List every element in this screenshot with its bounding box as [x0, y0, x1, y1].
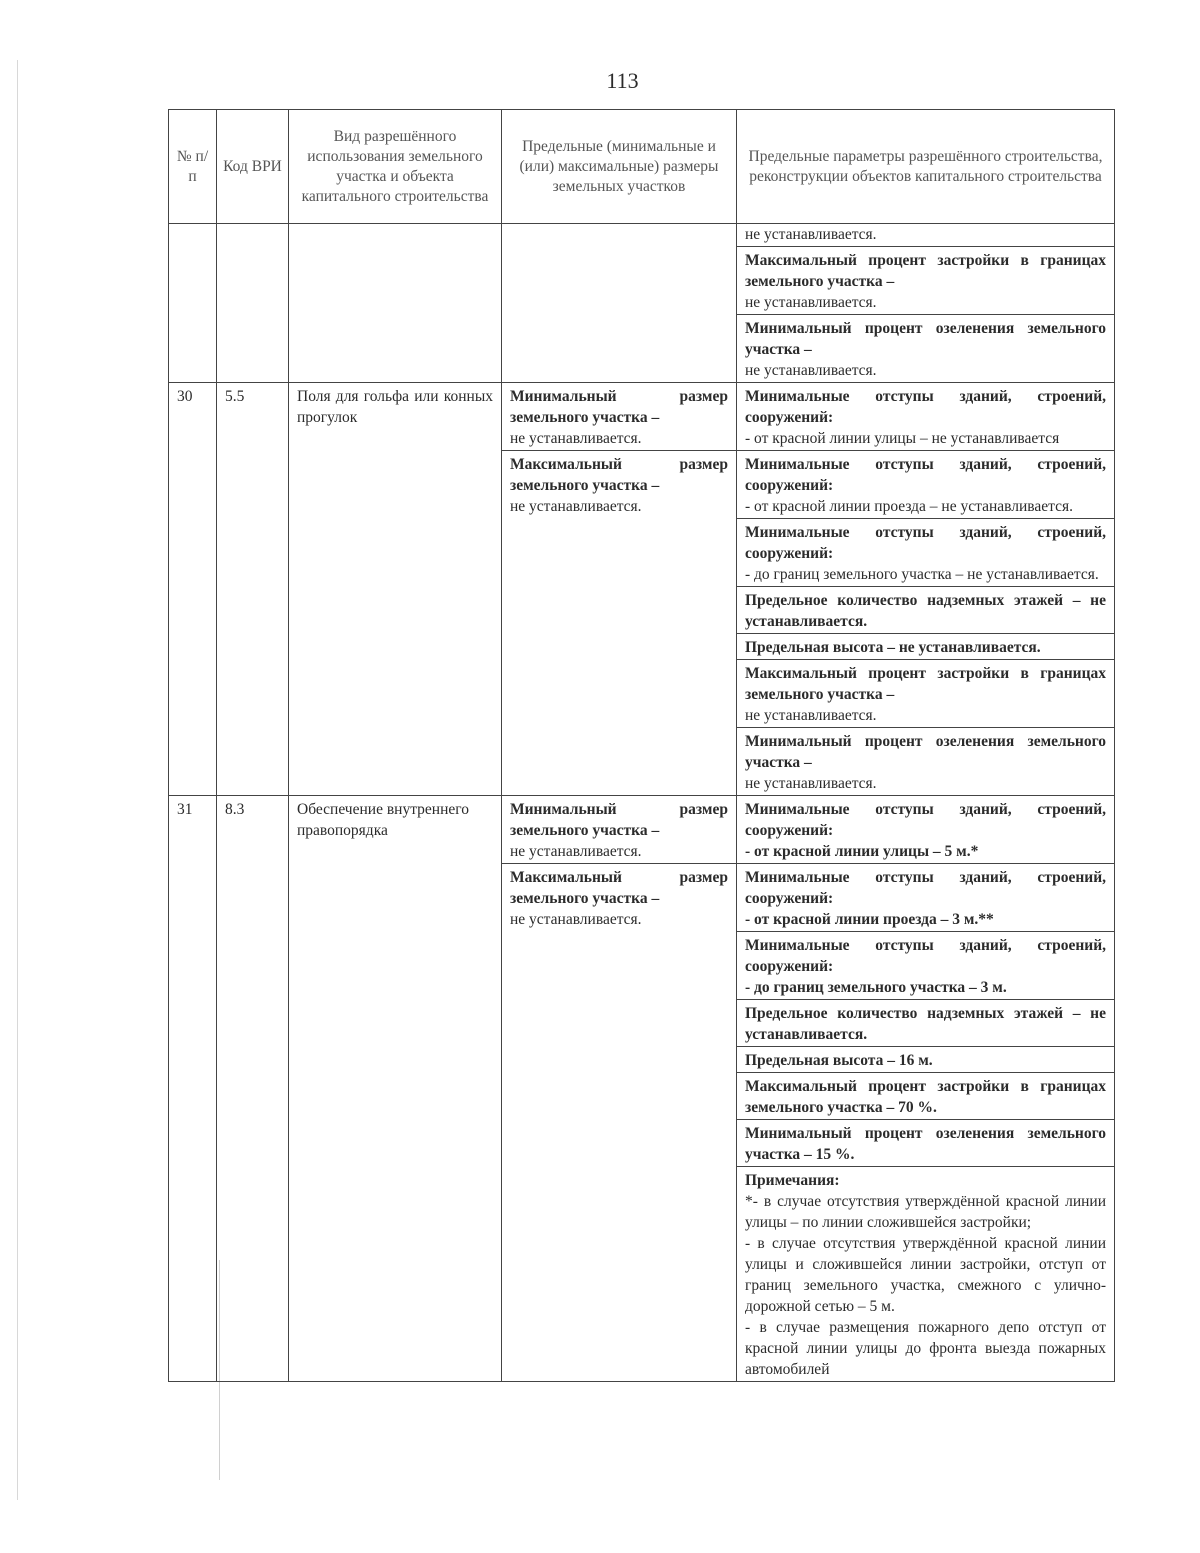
table-header-row — [169, 110, 1115, 224]
param-tail: - до границ земельного участка – не устанавливается. — [745, 566, 1099, 583]
table-row — [169, 796, 1115, 864]
cell-vri — [289, 224, 502, 383]
param-tail: не устанавливается. — [745, 775, 877, 792]
param-cell — [737, 1120, 1115, 1167]
param-tail: не устанавливается. — [745, 362, 877, 379]
param-cell — [737, 660, 1115, 728]
param-tail: - от красной линии улицы – не устанавливается — [745, 430, 1060, 447]
param-cell — [737, 451, 1115, 519]
param-cell — [737, 587, 1115, 634]
cell-code — [217, 224, 289, 383]
table-row — [169, 383, 1115, 451]
row-code: 5.5 — [217, 383, 289, 796]
zoning-parameters-table — [168, 109, 1115, 1382]
header-params: Предельные параметры разрешённого строительства, реконструкции объектов капитального строительства — [737, 110, 1115, 224]
param-cell — [737, 1047, 1115, 1073]
param-cell — [737, 728, 1115, 796]
param-tail: не устанавливается. — [745, 294, 877, 311]
header-size: Предельные (минимальные и (или) максимальные) размеры земельных участков — [502, 110, 737, 224]
page-number: 113 — [606, 68, 639, 93]
param-cell — [737, 932, 1115, 1000]
min-size-cell — [502, 383, 737, 451]
param-cell — [737, 864, 1115, 932]
param-cell — [737, 224, 1115, 247]
note-item: - в случае отсутствия утверждённой красной линии улицы и сложившейся линии застройки, отступ от границ земельного участка, смежного с улично-дорожной сетью – 5 м. — [745, 1235, 1106, 1315]
continuation-row — [169, 224, 1115, 247]
min-size-tail: не устанавливается. — [510, 843, 642, 860]
note-item: - в случае размещения пожарного депо отступ от красной линии улицы до фронта выезда пожарных автомобилей — [745, 1319, 1106, 1378]
param-tail: - от красной линии улицы – 5 м.* — [745, 843, 979, 860]
param-cell — [737, 1073, 1115, 1120]
min-size-head: Минимальный размер земельного участка – — [510, 801, 728, 839]
param-tail: - от красной линии проезда – не устанавливается. — [745, 498, 1073, 515]
header-num: № п/п — [169, 110, 217, 224]
param-cell — [737, 519, 1115, 587]
row-code: 8.3 — [217, 796, 289, 1382]
param-head: Минимальные отступы зданий, строений, сооружений: — [745, 937, 1106, 975]
param-head: Максимальный процент застройки в границах земельного участка – — [745, 252, 1106, 290]
max-size-head: Максимальный размер земельного участка – — [510, 869, 728, 907]
param-head: Минимальные отступы зданий, строений, сооружений: — [745, 456, 1106, 494]
param-cell — [737, 383, 1115, 451]
param-head: Предельное количество надземных этажей – не устанавливается. — [745, 1005, 1106, 1043]
header-vri: Вид разрешённого использования земельного участка и объекта капитального строительства — [289, 110, 502, 224]
param-head: Предельное количество надземных этажей – не устанавливается. — [745, 592, 1106, 630]
param-head: Минимальный процент озеленения земельного участка – — [745, 733, 1106, 771]
param-head: Минимальные отступы зданий, строений, сооружений: — [745, 801, 1106, 839]
param-tail: - от красной линии проезда – 3 м.** — [745, 911, 994, 928]
param-head: Минимальные отступы зданий, строений, сооружений: — [745, 388, 1106, 426]
notes-cell — [737, 1167, 1115, 1382]
row-number: 31 — [169, 796, 217, 1382]
param-cell — [737, 1000, 1115, 1047]
row-number: 30 — [169, 383, 217, 796]
scan-margin-line — [17, 60, 18, 1500]
param-cell — [737, 315, 1115, 383]
param-tail: - до границ земельного участка – 3 м. — [745, 979, 1007, 996]
max-size-head: Максимальный размер земельного участка – — [510, 456, 728, 494]
param-head: Максимальный процент застройки в границах земельного участка – 70 %. — [745, 1078, 1106, 1116]
row-vri: Обеспечение внутреннего правопорядка — [289, 796, 502, 1382]
param-cell — [737, 247, 1115, 315]
param-head: Предельная высота – 16 м. — [745, 1052, 933, 1069]
max-size-cell — [502, 451, 737, 796]
param-tail: не устанавливается. — [745, 707, 877, 724]
cell-num — [169, 224, 217, 383]
min-size-head: Минимальный размер земельного участка – — [510, 388, 728, 426]
notes-title: Примечания: — [745, 1172, 840, 1189]
min-size-cell — [502, 796, 737, 864]
param-tail: не устанавливается. — [745, 226, 877, 243]
param-head: Минимальные отступы зданий, строений, сооружений: — [745, 869, 1106, 907]
param-head: Минимальные отступы зданий, строений, сооружений: — [745, 524, 1106, 562]
param-cell — [737, 634, 1115, 660]
param-head: Предельная высота – не устанавливается. — [745, 639, 1041, 656]
header-code: Код ВРИ — [217, 110, 289, 224]
param-cell — [737, 796, 1115, 864]
max-size-tail: не устанавливается. — [510, 911, 642, 928]
min-size-tail: не устанавливается. — [510, 430, 642, 447]
param-head: Максимальный процент застройки в границах земельного участка – — [745, 665, 1106, 703]
max-size-cell — [502, 864, 737, 1382]
param-head: Минимальный процент озеленения земельного участка – — [745, 320, 1106, 358]
param-head: Минимальный процент озеленения земельного участка – 15 %. — [745, 1125, 1106, 1163]
cell-size — [502, 224, 737, 383]
note-item: *- в случае отсутствия утверждённой красной линии улицы – по линии сложившейся застройки; — [745, 1193, 1106, 1231]
row-vri: Поля для гольфа или конных прогулок — [289, 383, 502, 796]
max-size-tail: не устанавливается. — [510, 498, 642, 515]
